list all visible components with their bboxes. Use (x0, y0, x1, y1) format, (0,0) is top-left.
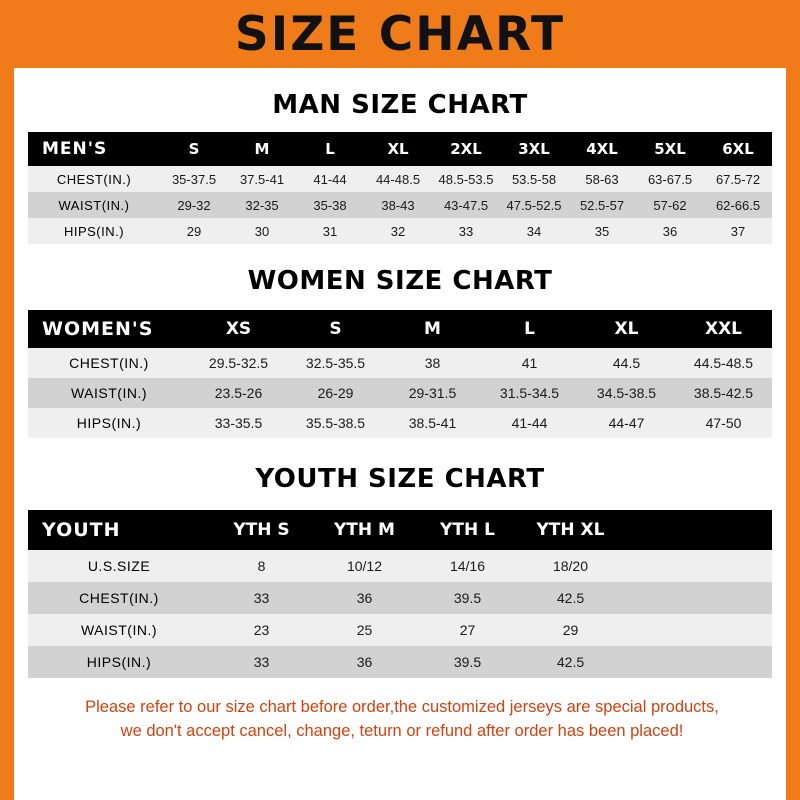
table-cell: 38 (424, 355, 441, 371)
man-section-title: MAN SIZE CHART (272, 90, 528, 120)
table-cell: 38-43 (381, 197, 415, 213)
youth-size-table (28, 510, 772, 678)
table-cell: 67.5-72 (715, 171, 761, 187)
table-row (28, 646, 772, 678)
table-cell-spacer (622, 582, 772, 614)
column-header: M (384, 310, 481, 348)
table-cell: 10/12 (346, 558, 383, 574)
column-header: MEN'S (28, 132, 160, 166)
column-header: S (160, 132, 228, 166)
column-header: L (481, 310, 578, 348)
table-cell: 35.5-38.5 (305, 415, 366, 431)
table-row (28, 550, 772, 582)
table-cell: 48.5-53.5 (438, 171, 494, 187)
table-header-row (28, 310, 772, 348)
table-cell: 41-44 (313, 171, 347, 187)
table-cell: 35-37.5 (171, 171, 217, 187)
chart-content (14, 90, 786, 744)
table-cell: 31.5-34.5 (499, 385, 560, 401)
column-header: YOUTH (28, 510, 210, 550)
column-header: L (296, 132, 364, 166)
column-header-spacer (622, 510, 772, 550)
table-cell: 34 (526, 223, 542, 239)
row-label: HIPS(IN.) (86, 654, 152, 670)
column-header: XXL (675, 310, 772, 348)
man-size-table (28, 132, 772, 244)
page-title: SIZE CHART (234, 6, 566, 62)
row-label: CHEST(IN.) (69, 355, 149, 371)
page-banner (0, 0, 800, 68)
table-cell: 52.5-57 (579, 197, 625, 213)
table-cell: 47-50 (705, 415, 742, 431)
table-cell: 57-62 (653, 197, 687, 213)
column-header: 2XL (432, 132, 500, 166)
table-cell-spacer (622, 550, 772, 582)
table-row (28, 166, 772, 192)
footnote-line-2: we don't accept cancel, change, teturn or refund after order has been placed! (120, 721, 684, 740)
table-cell: 29-32 (177, 197, 211, 213)
table-cell: 36 (662, 223, 678, 239)
table-cell: 26-29 (317, 385, 354, 401)
table-cell: 36 (356, 590, 373, 606)
row-label: WAIST(IN.) (58, 197, 130, 213)
table-cell: 32-35 (245, 197, 279, 213)
table-cell: 38.5-41 (408, 415, 457, 431)
table-cell: 33 (253, 590, 270, 606)
table-cell: 42.5 (556, 654, 585, 670)
table-row (28, 192, 772, 218)
column-header: XL (364, 132, 432, 166)
table-cell: 33 (253, 654, 270, 670)
table-cell: 63-67.5 (647, 171, 693, 187)
row-label: CHEST(IN.) (79, 590, 159, 606)
table-cell: 35-38 (313, 197, 347, 213)
women-section-title: WOMEN SIZE CHART (247, 266, 553, 296)
table-cell: 41-44 (511, 415, 548, 431)
table-cell: 44.5 (612, 355, 641, 371)
table-cell: 41 (521, 355, 538, 371)
table-cell: 58-63 (585, 171, 619, 187)
table-cell: 32 (390, 223, 406, 239)
table-cell: 38.5-42.5 (693, 385, 754, 401)
table-cell: 37 (730, 223, 746, 239)
youth-section-title: YOUTH SIZE CHART (255, 464, 545, 494)
table-cell: 27 (459, 622, 476, 638)
women-size-table (28, 310, 772, 438)
table-cell: 29 (186, 223, 202, 239)
table-cell: 30 (254, 223, 270, 239)
table-cell-spacer (622, 614, 772, 646)
table-header-row (28, 132, 772, 166)
table-row (28, 582, 772, 614)
table-cell: 44-48.5 (375, 171, 421, 187)
column-header: 6XL (704, 132, 772, 166)
table-cell: 32.5-35.5 (305, 355, 366, 371)
table-row (28, 408, 772, 438)
table-cell: 23.5-26 (214, 385, 263, 401)
table-cell: 25 (356, 622, 373, 638)
column-header: S (287, 310, 384, 348)
footnote-line-1: Please refer to our size chart before order,the customized jerseys are special products, (85, 698, 719, 716)
column-header: YTH XL (519, 510, 622, 550)
footnote (26, 696, 778, 744)
table-header-row (28, 510, 772, 550)
column-header: 4XL (568, 132, 636, 166)
table-cell: 8 (257, 558, 266, 574)
row-label: CHEST(IN.) (56, 171, 132, 187)
row-label: HIPS(IN.) (76, 415, 142, 431)
table-row (28, 378, 772, 408)
column-header: XS (190, 310, 287, 348)
row-label: WAIST(IN.) (80, 622, 158, 638)
column-header: XL (578, 310, 675, 348)
row-label: U.S.SIZE (87, 558, 151, 574)
table-cell: 53.5-58 (511, 171, 557, 187)
table-cell: 14/16 (449, 558, 486, 574)
table-cell: 29 (562, 622, 579, 638)
table-cell: 29.5-32.5 (208, 355, 269, 371)
column-header: 3XL (500, 132, 568, 166)
table-cell: 47.5-52.5 (506, 197, 562, 213)
column-header: 5XL (636, 132, 704, 166)
column-header: YTH M (313, 510, 416, 550)
table-cell: 35 (594, 223, 610, 239)
table-cell: 29-31.5 (408, 385, 457, 401)
table-cell: 31 (322, 223, 338, 239)
table-row (28, 614, 772, 646)
table-cell: 39.5 (453, 654, 482, 670)
table-cell: 34.5-38.5 (596, 385, 657, 401)
table-cell: 36 (356, 654, 373, 670)
table-cell: 43-47.5 (443, 197, 489, 213)
row-label: HIPS(IN.) (63, 223, 125, 239)
table-cell-spacer (622, 646, 772, 678)
table-row (28, 348, 772, 378)
table-cell: 37.5-41 (239, 171, 285, 187)
column-header: YTH S (210, 510, 313, 550)
table-cell: 23 (253, 622, 270, 638)
column-header: WOMEN'S (28, 310, 190, 348)
column-header: YTH L (416, 510, 519, 550)
column-header: M (228, 132, 296, 166)
table-cell: 62-66.5 (715, 197, 761, 213)
table-cell: 44.5-48.5 (693, 355, 754, 371)
table-cell: 33 (458, 223, 474, 239)
row-label: WAIST(IN.) (70, 385, 148, 401)
table-cell: 42.5 (556, 590, 585, 606)
table-cell: 33-35.5 (214, 415, 263, 431)
table-cell: 39.5 (453, 590, 482, 606)
table-row (28, 218, 772, 244)
table-cell: 18/20 (552, 558, 589, 574)
table-cell: 44-47 (608, 415, 645, 431)
